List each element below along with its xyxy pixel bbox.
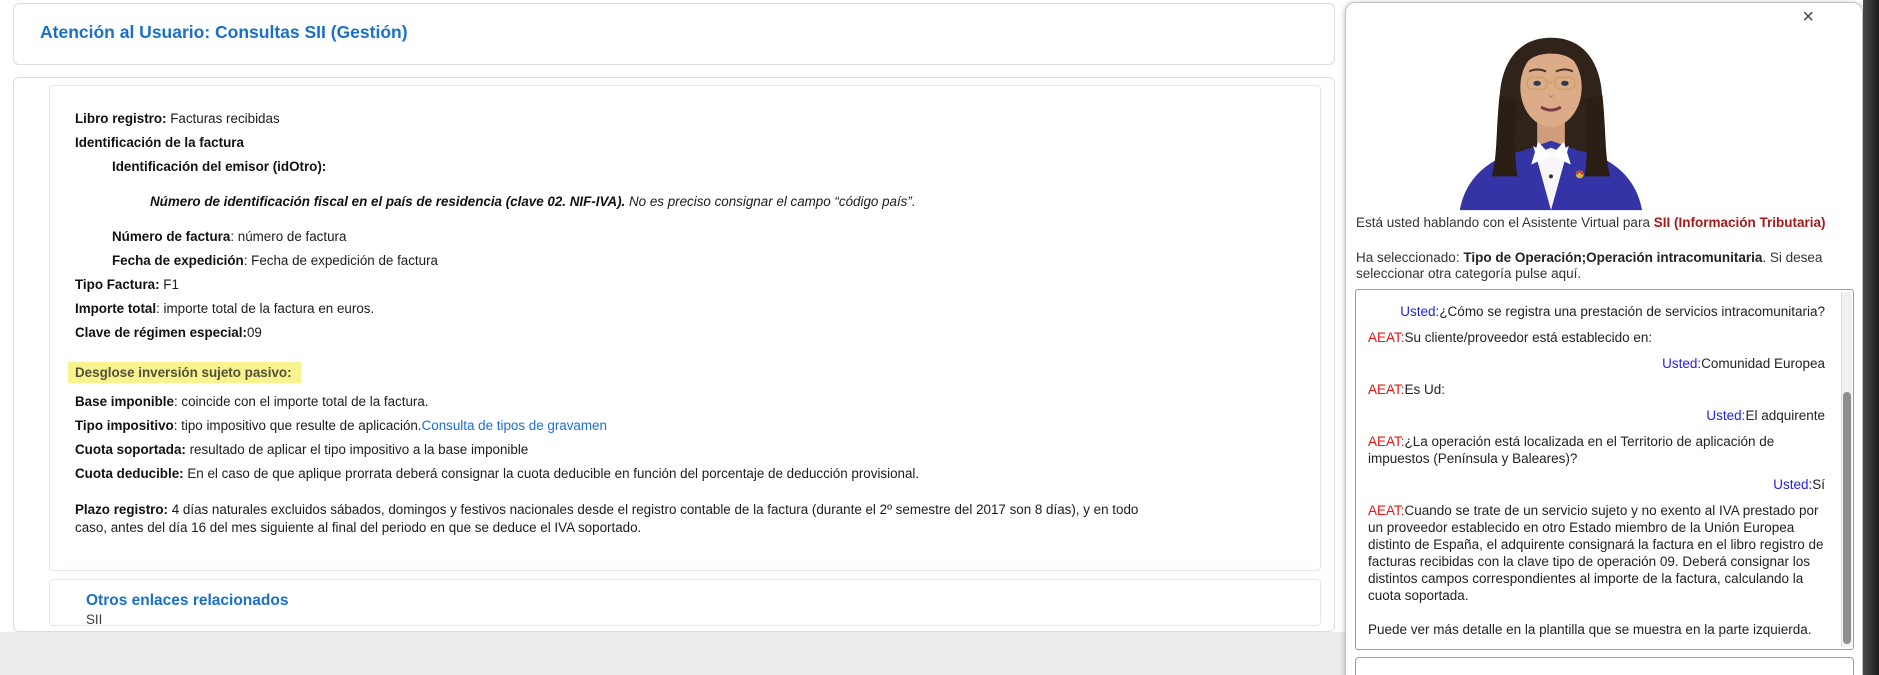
template-card bbox=[49, 85, 1321, 571]
template-line: Clave de régimen especial:09 bbox=[75, 325, 262, 340]
chat-message-aeat: AEAT:Cuando se trate de un servicio sujeto y no exento al IVA prestado por un proveedor establecido en otro Estado miembro de la Unión Europea distinto de España, el adquirente consignará la factura en el libro registro de facturas recibidas con la clave tipo de operación 09. Deberá consignar los distintos campos correspondientes al importe de la factura, calculando la cuota soportada. Puede ver más detalle en la plantilla que se muestra en la parte izquierda. bbox=[1368, 503, 1824, 637]
chat-message-aeat: AEAT:¿La operación está localizada en el Territorio de aplicación de impuestos (Península y Baleares)? bbox=[1368, 434, 1775, 466]
highlight-desglose: Desglose inversión sujeto pasivo: bbox=[68, 362, 301, 383]
template-line: Identificación del emisor (idOtro): bbox=[112, 159, 327, 174]
page-header-card bbox=[13, 3, 1335, 65]
template-line-plazo: Plazo registro: 4 días naturales excluidos sábados, domingos y festivos nacionales desde el registro contable de la factura (durante el 2º semestre del 2017 son 8 días), y en todo caso, antes del día 16 del mes siguiente al final del periodo en que se deduce el IVA soportado. bbox=[75, 502, 1139, 535]
chat-message-user: Usted:El adquirente bbox=[1706, 408, 1825, 423]
speaker-label: Usted: bbox=[1400, 304, 1440, 319]
chat-message-user: Usted:Sí bbox=[1773, 477, 1825, 492]
template-line: Tipo impositivo: tipo impositivo que resulte de aplicación.Consulta de tipos de gravamen bbox=[75, 418, 607, 433]
template-line: Tipo Factura: F1 bbox=[75, 277, 179, 292]
speaker-label: AEAT: bbox=[1368, 330, 1405, 345]
footer-strip bbox=[0, 632, 1345, 675]
speaker-label: Usted: bbox=[1706, 408, 1746, 423]
page-title: Atención al Usuario: Consultas SII (Gestión) bbox=[40, 22, 408, 42]
close-icon[interactable]: × bbox=[1802, 6, 1814, 28]
chat-message-aeat: AEAT:Su cliente/proveedor está establecido en: bbox=[1368, 330, 1653, 345]
avatar-image bbox=[1452, 25, 1650, 211]
speaker-label: Usted: bbox=[1773, 477, 1813, 492]
template-line: Número de factura: número de factura bbox=[112, 229, 347, 244]
speaker-label: AEAT: bbox=[1368, 503, 1405, 518]
assistant-topic: SII (Información Tributaria) bbox=[1653, 215, 1826, 230]
chat-message-aeat: AEAT:Es Ud: bbox=[1368, 382, 1446, 397]
related-links-title: Otros enlaces relacionados bbox=[86, 592, 289, 609]
speaker-label: AEAT: bbox=[1368, 382, 1405, 397]
assistant-avatar bbox=[1452, 25, 1650, 211]
chat-message-user: Usted:Comunidad Europea bbox=[1662, 356, 1825, 371]
chat-scrollbar-thumb[interactable] bbox=[1843, 392, 1851, 644]
assistant-panel bbox=[1345, 2, 1863, 675]
link-consulta-tipos-gravamen[interactable]: Consulta de tipos de gravamen bbox=[421, 418, 607, 433]
selected-category: Tipo de Operación;Operación intracomunitaria bbox=[1463, 250, 1763, 265]
template-line: Cuota deducible: En el caso de que aplique prorrata deberá consignar la cuota deducible en función del porcentaje de deducción provisional. bbox=[75, 466, 920, 481]
related-link-sii[interactable]: SII bbox=[86, 612, 103, 626]
template-line: Importe total: importe total de la factura en euros. bbox=[75, 301, 375, 316]
speaker-label: AEAT: bbox=[1368, 434, 1405, 449]
speaker-label: Usted: bbox=[1662, 356, 1702, 371]
template-line: Libro registro: Facturas recibidas bbox=[75, 111, 280, 126]
template-line-highlighted bbox=[75, 362, 1295, 383]
related-links-card bbox=[49, 579, 1321, 626]
template-line: Base imponible: coincide con el importe total de la factura. bbox=[75, 394, 429, 409]
template-line: Identificación de la factura bbox=[75, 135, 244, 150]
chat-input[interactable] bbox=[1355, 657, 1854, 675]
chat-message-aeat-followup: Puede ver más detalle en la plantilla que se muestra en la parte izquierda. bbox=[1368, 622, 1812, 637]
chat-scrollbar[interactable] bbox=[1841, 292, 1852, 647]
window-right-edge bbox=[1863, 0, 1879, 675]
chat-message-user: Usted:¿Cómo se registra una prestación de servicios intracomunitaria? bbox=[1400, 304, 1825, 319]
pulse-aqui-text[interactable]: pulse aquí bbox=[1515, 265, 1578, 281]
chat-log[interactable] bbox=[1355, 289, 1854, 650]
template-line: Número de identificación fiscal en el país de residencia (clave 02. NIF-IVA). No es preciso consignar el campo “código país”. bbox=[150, 194, 916, 209]
assistant-intro-text: Está usted hablando con el Asistente Virtual para SII (Información Tributaria) bbox=[1356, 215, 1826, 230]
content-card bbox=[13, 77, 1335, 632]
chat-messages bbox=[1368, 303, 1825, 643]
template-line: Cuota soportada: resultado de aplicar el tipo impositivo a la base imponible bbox=[75, 442, 529, 457]
template-line: Fecha de expedición: Fecha de expedición de factura bbox=[112, 253, 439, 268]
assistant-selected-text: Ha seleccionado: Tipo de Operación;Operación intracomunitaria. Si desea seleccionar otra categoría pulse aquí. bbox=[1356, 250, 1823, 281]
